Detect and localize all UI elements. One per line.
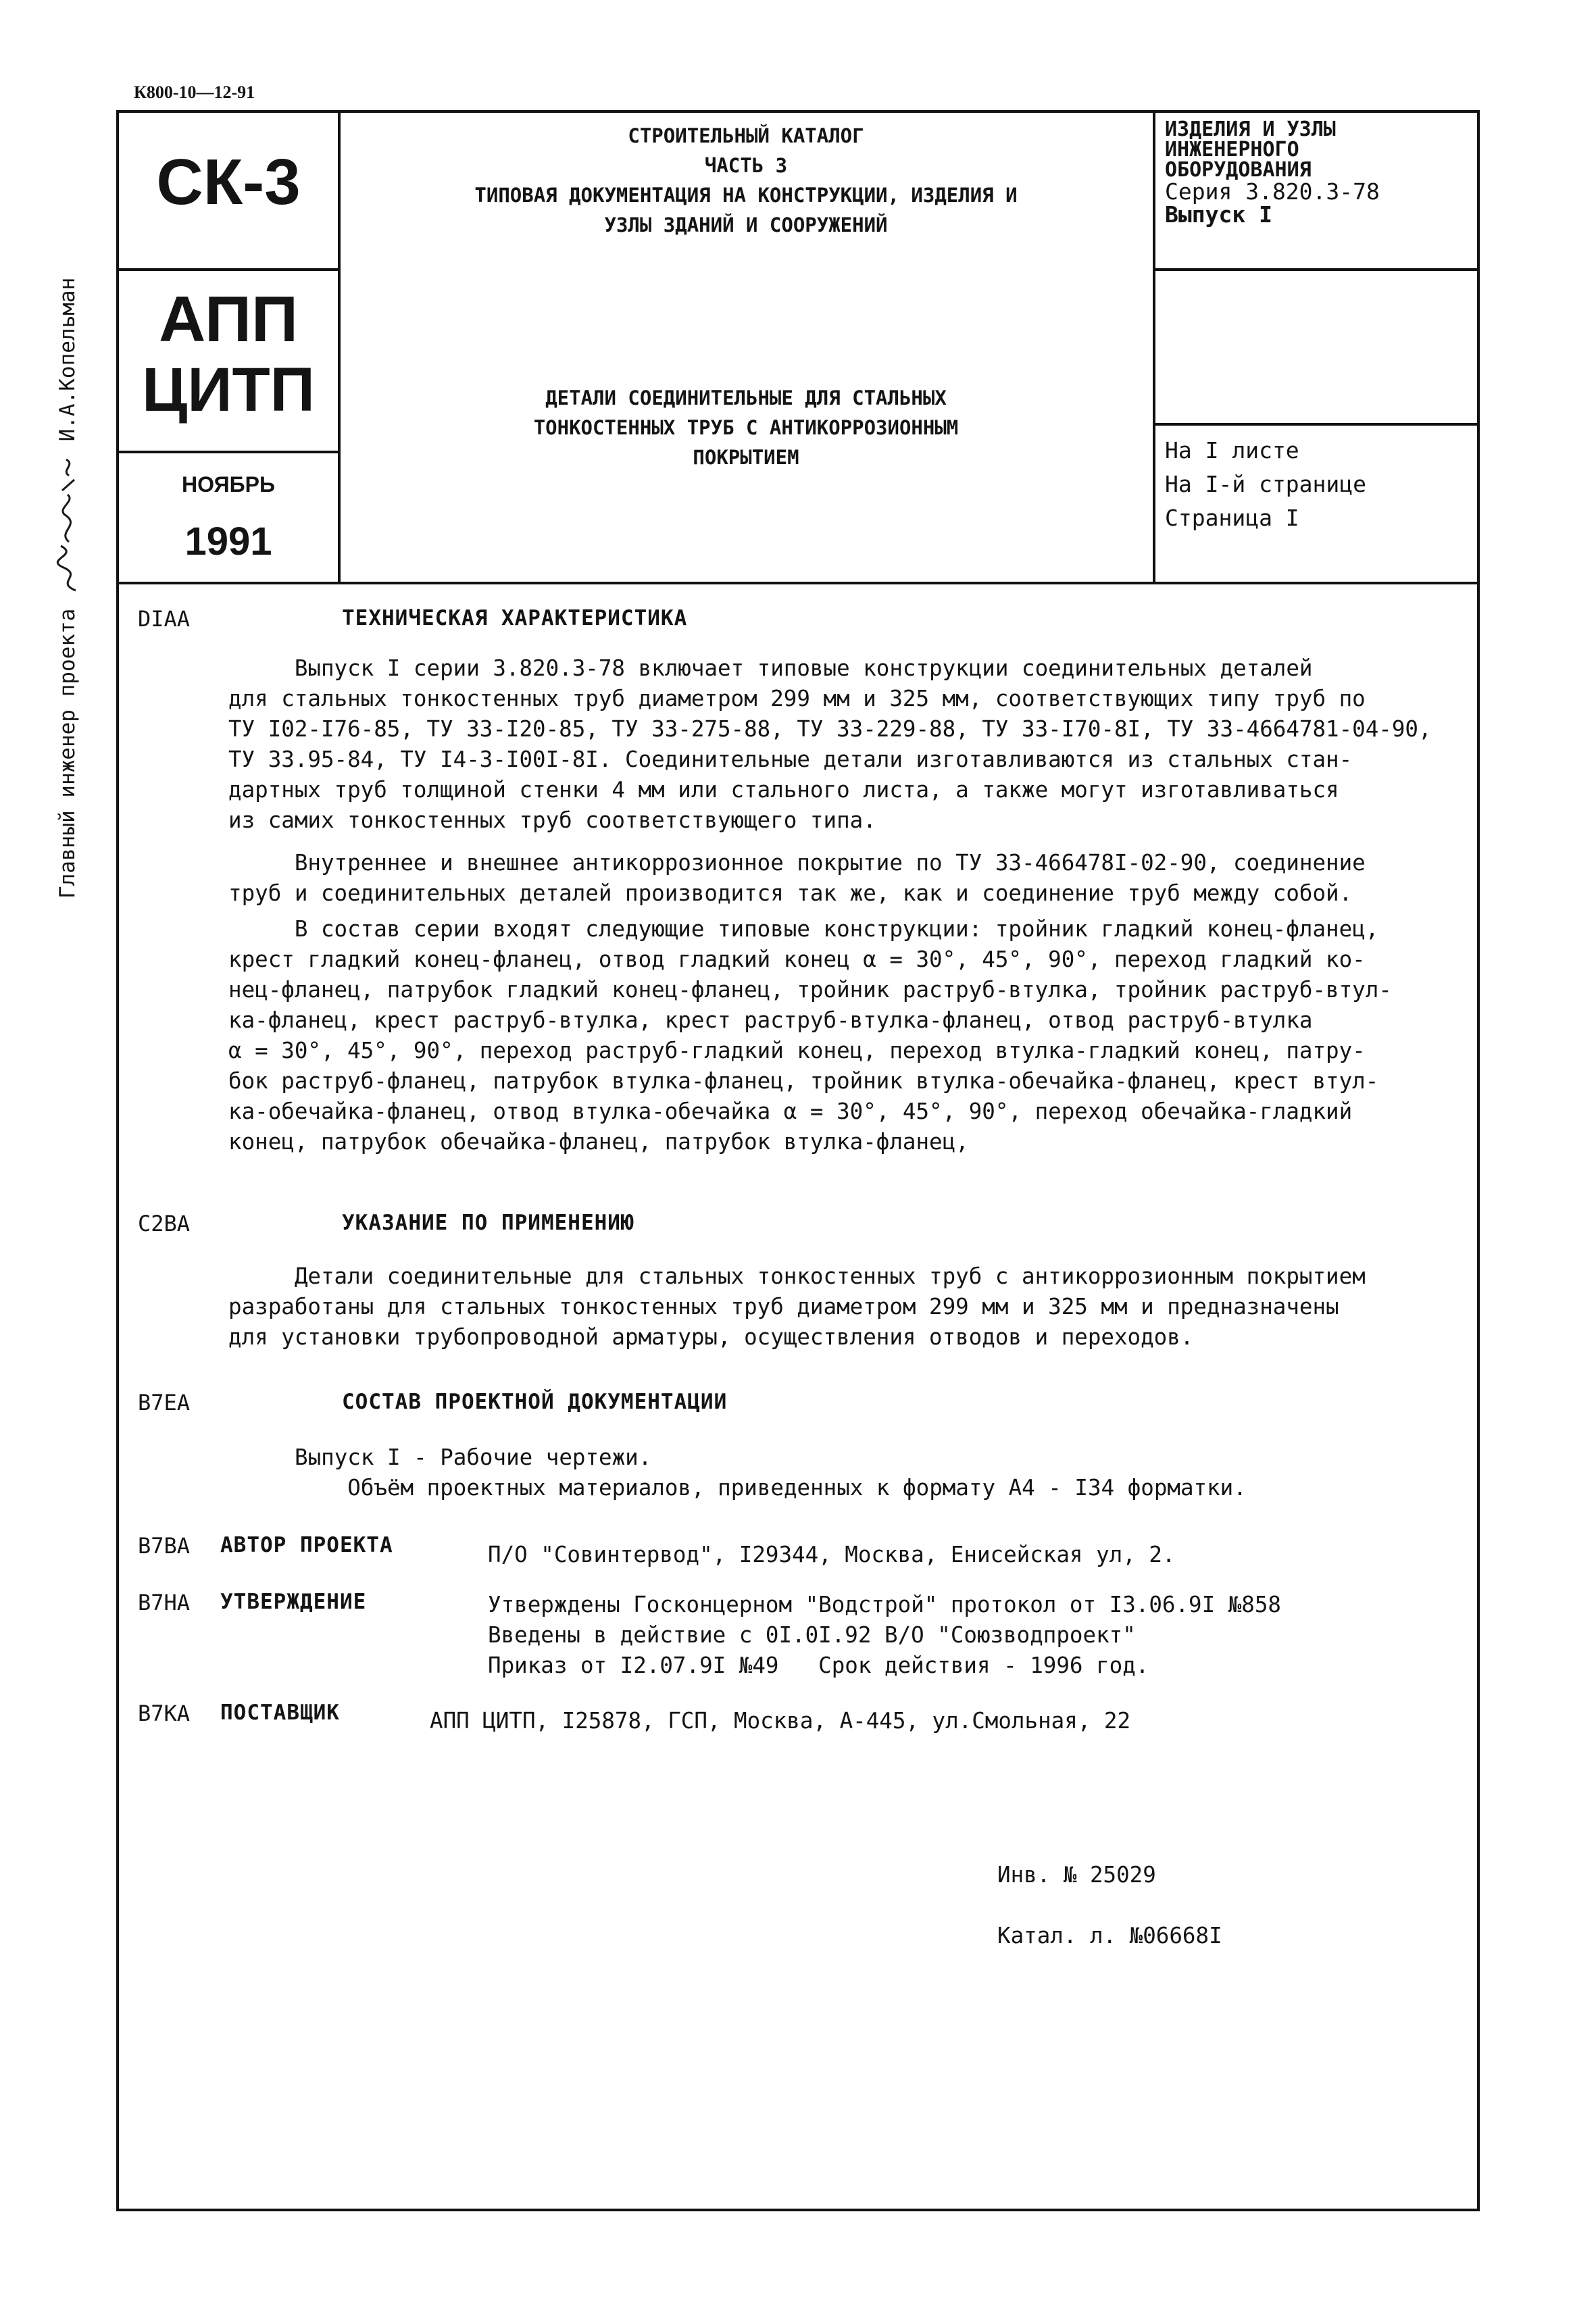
field-code: B7BA — [138, 1533, 191, 1559]
section-heading: УКАЗАНИЕ ПО ПРИМЕНЕНИЮ — [342, 1211, 634, 1235]
series-number: Серия 3.820.3-78 — [1165, 178, 1380, 205]
section-paragraph: Детали соединительные для стальных тонкостенных труб с антикоррозионным покрытием разработаны для стальных тонкостенных труб диаметром 299 мм и 325 мм и предназначены для установки трубопроводной арматуры, осуществления отводов и переходов. — [228, 1263, 1366, 1350]
section-heading: ТЕХНИЧЕСКАЯ ХАРАКТЕРИСТИКА — [342, 606, 688, 630]
signature-role: Главный инженер проекта — [55, 608, 80, 899]
publisher-line-2: ЦИТП — [142, 355, 315, 424]
section-line: ИНЖЕНЕРНОГО — [1165, 138, 1299, 161]
author-value: П/О "Совинтервод", I29344, Москва, Енисейская ул, 2. — [488, 1542, 1176, 1567]
handwritten-signature — [49, 454, 89, 596]
product-title-line: ПОКРЫТИЕМ — [693, 446, 799, 469]
sheet-count: На I листе — [1165, 437, 1299, 463]
product-title — [341, 383, 1151, 472]
product-title-line: ДЕТАЛИ СОЕДИНИТЕЛЬНЫЕ ДЛЯ СТАЛЬНЫХ — [545, 386, 947, 409]
issue-month: НОЯБРЬ — [182, 472, 275, 497]
section-line: ОБОРУДОВАНИЯ — [1165, 158, 1312, 182]
field-label: ПОСТАВЩИК — [220, 1701, 340, 1725]
document-frame — [116, 110, 1480, 2211]
supplier-value: АПП ЦИТП, I25878, ГСП, Москва, А-445, ул.Смольная, 22 — [430, 1708, 1131, 1734]
field-code: B7HA — [138, 1590, 191, 1615]
section-info — [1165, 120, 1469, 226]
catalog-title-line: СТРОИТЕЛЬНЫЙ КАТАЛОГ — [628, 124, 864, 147]
section-paragraph: Выпуск I серии 3.820.3-78 включает типовые конструкции соединительных деталей для стальных тонкостенных труб диаметром 299 мм и 325 мм, соответствующих типу труб по ТУ I02-I76-85, ТУ 33-I20-85, ТУ 33-275-88, ТУ 33-229-88, ТУ 33-I70-8I, ТУ 33-4664781-04-90, ТУ 33.95-84, ТУ I4-3-I00I-8I. Соединительные детали изготавливаются из стальных стан- дартных труб толщиной стенки 4 мм или стального листа, а также могут изготавливаться из самих тонкостенных труб соответствующего типа. — [228, 655, 1432, 833]
field-label: УТВЕРЖДЕНИЕ — [220, 1590, 367, 1614]
issue-number: Выпуск I — [1165, 201, 1272, 228]
catalog-title-line: ЧАСТЬ 3 — [704, 154, 788, 177]
signature-strip — [47, 196, 88, 899]
product-title-line: ТОНКОСТЕННЫХ ТРУБ С АНТИКОРРОЗИОННЫМ — [533, 416, 959, 439]
document-code: К800-10—12-91 — [134, 82, 255, 102]
section-line: ИЗДЕЛИЯ И УЗЛЫ — [1165, 118, 1336, 141]
section-heading: СОСТАВ ПРОЕКТНОЙ ДОКУМЕНТАЦИИ — [342, 1390, 728, 1414]
field-code: B7KA — [138, 1701, 191, 1726]
signature-line — [47, 196, 88, 899]
section-paragraph: Выпуск I - Рабочие чертежи. Объём проектных материалов, приведенных к формату А4 - I34 форматки. — [295, 1444, 1247, 1501]
catalog-title-line: УЗЛЫ ЗДАНИЙ И СООРУЖЕНИЙ — [604, 213, 888, 236]
series-mark: СК-3 — [156, 146, 301, 218]
section-code: C2BA — [138, 1211, 191, 1236]
inventory-number: Инв. № 25029 — [997, 1862, 1156, 1888]
approval-value: Утверждены Госконцерном "Водстрой" протокол от I3.06.9I №858 Введены в действие с 0I.0I.92 В/О "Союзводпроект" Приказ от I2.07.9I №49 Срок действия - 1996 год. — [488, 1592, 1281, 1678]
catalog-sheet-number: Катал. л. №06668I — [997, 1923, 1222, 1948]
section-paragraph: В состав серии входят следующие типовые конструкции: тройник гладкий конец-фланец, крест гладкий конец-фланец, отвод гладкий конец α = 30°, 45°, 90°, переход гладкий ко- нец-фланец, патрубок гладкий конец-фланец, тройник раструб-втулка, тройник раструб-втул- ка-фланец, крест раструб-втулка, крест раструб-втулка-фланец, отвод раструб-втулка α = 30°, 45°, 90°, переход раструб-гладкий конец, переход втулка-гладкий конец, патру- бок раструб-фланец, патрубок втулка-фланец, тройник втулка-обечайка-фланец, крест втул- ка-обечайка-фланец, отвод втулка-обечайка α = 30°, 45°, 90°, переход обечайка-гладкий конец, патрубок обечайка-фланец, патрубок втулка-фланец, — [228, 916, 1392, 1155]
catalog-title — [341, 121, 1151, 240]
page-number: Страница I — [1165, 505, 1299, 531]
section-paragraph: Внутреннее и внешнее антикоррозионное покрытие по ТУ 33-466478I-02-90, соединение труб и соединительных деталей производится так же, как и соединение труб между собой. — [228, 850, 1366, 906]
sheet-info — [1165, 434, 1469, 535]
section-code: DIAA — [138, 606, 191, 632]
page-count: На I-й странице — [1165, 471, 1367, 497]
issue-year: 1991 — [184, 520, 272, 563]
section-code: B7EA — [138, 1390, 191, 1415]
field-label: АВТОР ПРОЕКТА — [220, 1533, 393, 1557]
signature-name: И.А.Копельман — [55, 277, 80, 442]
catalog-title-line: ТИПОВАЯ ДОКУМЕНТАЦИЯ НА КОНСТРУКЦИИ, ИЗДЕЛИЯ И — [474, 184, 1018, 207]
publisher-line-1: АПП — [158, 283, 299, 355]
